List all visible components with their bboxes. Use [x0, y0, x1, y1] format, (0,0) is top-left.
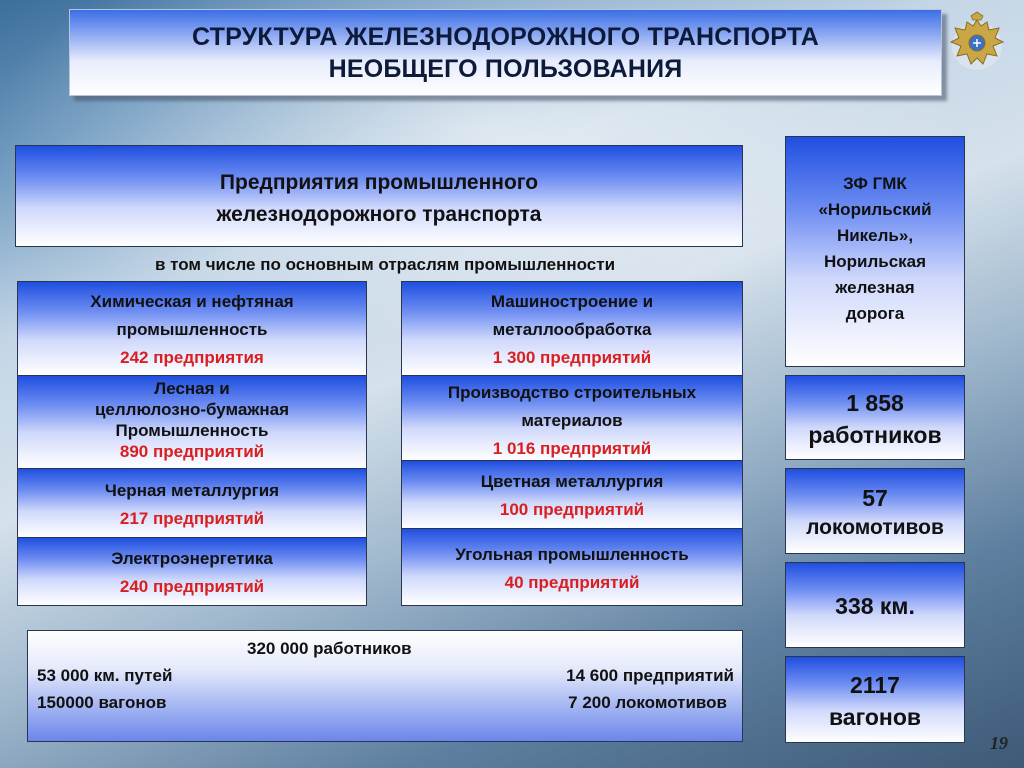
- industry-name: Химическая и нефтяная: [90, 292, 294, 311]
- norilsk-length: 338 км.: [835, 593, 915, 619]
- industry-count: 890 предприятий: [119, 442, 265, 461]
- norilsk-wagons-number: 2117: [850, 672, 900, 698]
- main-box-line-1: Предприятия промышленного: [219, 171, 539, 194]
- norilsk-locomotives-box: [785, 468, 965, 554]
- industry-count: 100 предприятий: [499, 500, 645, 519]
- industry-count: 40 предприятий: [504, 573, 640, 592]
- industry-card-power: [17, 537, 367, 606]
- summary-box: [27, 630, 743, 742]
- title-line-2: НЕОБЩЕГО ПОЛЬЗОВАНИЯ: [328, 55, 683, 83]
- industry-count: 242 предприятия: [120, 348, 264, 367]
- industry-name: Электроэнергетика: [111, 549, 273, 568]
- industry-card-machine-building: [401, 281, 743, 376]
- norilsk-locomotives-number: 57: [862, 485, 888, 511]
- org-line: «Норильский: [818, 200, 932, 219]
- industry-name: Лесная и: [154, 379, 230, 398]
- norilsk-workers-number: 1 858: [846, 390, 904, 416]
- industry-card-ferrous-metallurgy: [17, 468, 367, 538]
- norilsk-workers-box: [785, 375, 965, 460]
- summary-locomotives: 7 200 локомотивов: [568, 693, 727, 712]
- summary-track-km: 53 000 км. путей: [37, 666, 173, 685]
- summary-workers: 320 000 работников: [247, 639, 412, 658]
- summary-enterprises: 14 600 предприятий: [566, 666, 734, 685]
- industry-count: 240 предприятий: [119, 577, 265, 596]
- org-line: железная: [835, 278, 915, 297]
- industrial-railway-enterprises-box: [15, 145, 743, 247]
- industry-count: 217 предприятий: [119, 509, 265, 528]
- industry-name: промышленность: [116, 320, 268, 339]
- slide-title: [69, 9, 942, 96]
- industry-name: Цветная металлургия: [480, 472, 664, 491]
- main-box-line-2: железнодорожного транспорта: [216, 203, 542, 226]
- industry-card-forestry: [17, 375, 367, 469]
- org-line: ЗФ ГМК: [843, 174, 907, 193]
- org-line: Никель»,: [836, 226, 914, 245]
- page-number: 19: [990, 733, 1008, 753]
- industry-card-coal: [401, 528, 743, 606]
- norilsk-wagons-box: [785, 656, 965, 743]
- industry-name: Машиностроение и: [490, 292, 654, 311]
- industry-card-non-ferrous-metallurgy: [401, 460, 743, 529]
- norilsk-length-box: [785, 562, 965, 648]
- industry-name: металлообработка: [492, 320, 652, 339]
- industries-subtitle: в том числе по основным отраслям промышленности: [154, 255, 616, 274]
- org-line: дорога: [845, 304, 905, 323]
- norilsk-nickel-box: [785, 136, 965, 367]
- norilsk-locomotives-label: локомотивов: [806, 516, 944, 539]
- summary-wagons: 150000 вагонов: [37, 693, 167, 712]
- industry-name: Промышленность: [115, 421, 269, 440]
- industry-card-construction-materials: [401, 375, 743, 461]
- title-line-1: СТРУКТУРА ЖЕЛЕЗНОДОРОЖНОГО ТРАНСПОРТА: [192, 23, 819, 51]
- double-headed-eagle-emblem-icon: [947, 10, 1007, 74]
- industry-name: Угольная промышленность: [455, 545, 689, 564]
- industry-name: Черная металлургия: [104, 481, 280, 500]
- norilsk-wagons-label: вагонов: [828, 704, 922, 730]
- industry-card-chemical: [17, 281, 367, 376]
- industry-name: материалов: [521, 411, 623, 430]
- industry-count: 1 016 предприятий: [492, 439, 652, 458]
- industry-name: Производство строительных: [447, 383, 697, 402]
- industry-name: целлюлозно-бумажная: [94, 400, 290, 419]
- industry-count: 1 300 предприятий: [492, 348, 652, 367]
- org-line: Норильская: [823, 252, 927, 271]
- norilsk-workers-label: работников: [808, 422, 942, 448]
